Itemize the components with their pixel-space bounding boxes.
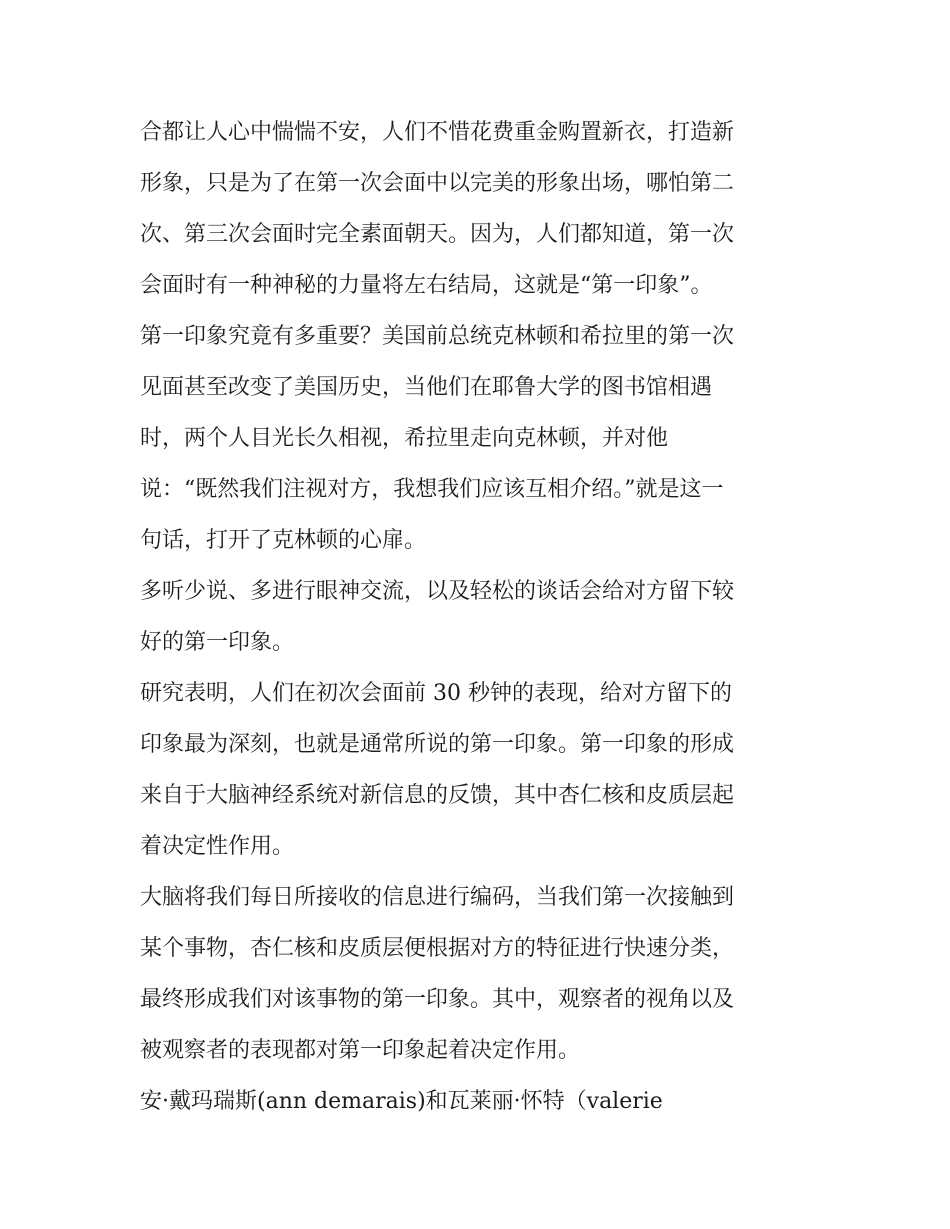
text-line: 某个事物，杏仁核和皮质层便根据对方的特征进行快速分类， [140, 936, 735, 961]
text-line: 大脑将我们每日所接收的信息进行编码，当我们第一次接触到 [140, 885, 735, 910]
text-line: 次、第三次会面时完全素面朝天。因为，人们都知道，第一次 [140, 222, 735, 247]
body-text [140, 107, 820, 1127]
text-line: 来自于大脑神经系统对新信息的反馈，其中杏仁核和皮质层起 [140, 783, 735, 808]
text-line: 最终形成我们对该事物的第一印象。其中，观察者的视角以及 [140, 987, 735, 1012]
text-line: 会面时有一种神秘的力量将左右结局，这就是“第一印象”。 [140, 273, 713, 298]
text-line: 第一印象究竟有多重要？美国前总统克林顿和希拉里的第一次 [140, 324, 735, 349]
text-line: 多听少说、多进行眼神交流，以及轻松的谈话会给对方留下较 [140, 579, 735, 604]
text-line: 句话，打开了克林顿的心扉。 [140, 528, 427, 553]
text-line: 说：“既然我们注视对方，我想我们应该互相介绍。”就是这一 [140, 477, 724, 502]
text-line: 印象最为深刻，也就是通常所说的第一印象。第一印象的形成 [140, 732, 735, 757]
text-line: 着决定性作用。 [140, 834, 295, 859]
text-line: 见面甚至改变了美国历史，当他们在耶鲁大学的图书馆相遇 [140, 375, 713, 400]
text-line: 研究表明，人们在初次会面前 30 秒钟的表现，给对方留下的 [140, 681, 732, 706]
text-line: 好的第一印象。 [140, 630, 295, 655]
text-line: 形象，只是为了在第一次会面中以完美的形象出场，哪怕第二 [140, 171, 735, 196]
text-line: 被观察者的表现都对第一印象起着决定作用。 [140, 1038, 581, 1063]
text-line: 时，两个人目光长久相视，希拉里走向克林顿，并对他 [140, 426, 669, 451]
text-line: 合都让人心中惴惴不安，人们不惜花费重金购置新衣，打造新 [140, 120, 735, 145]
text-line: 安·戴玛瑞斯(ann demarais)和瓦莱丽·怀特（valerie [140, 1089, 663, 1114]
